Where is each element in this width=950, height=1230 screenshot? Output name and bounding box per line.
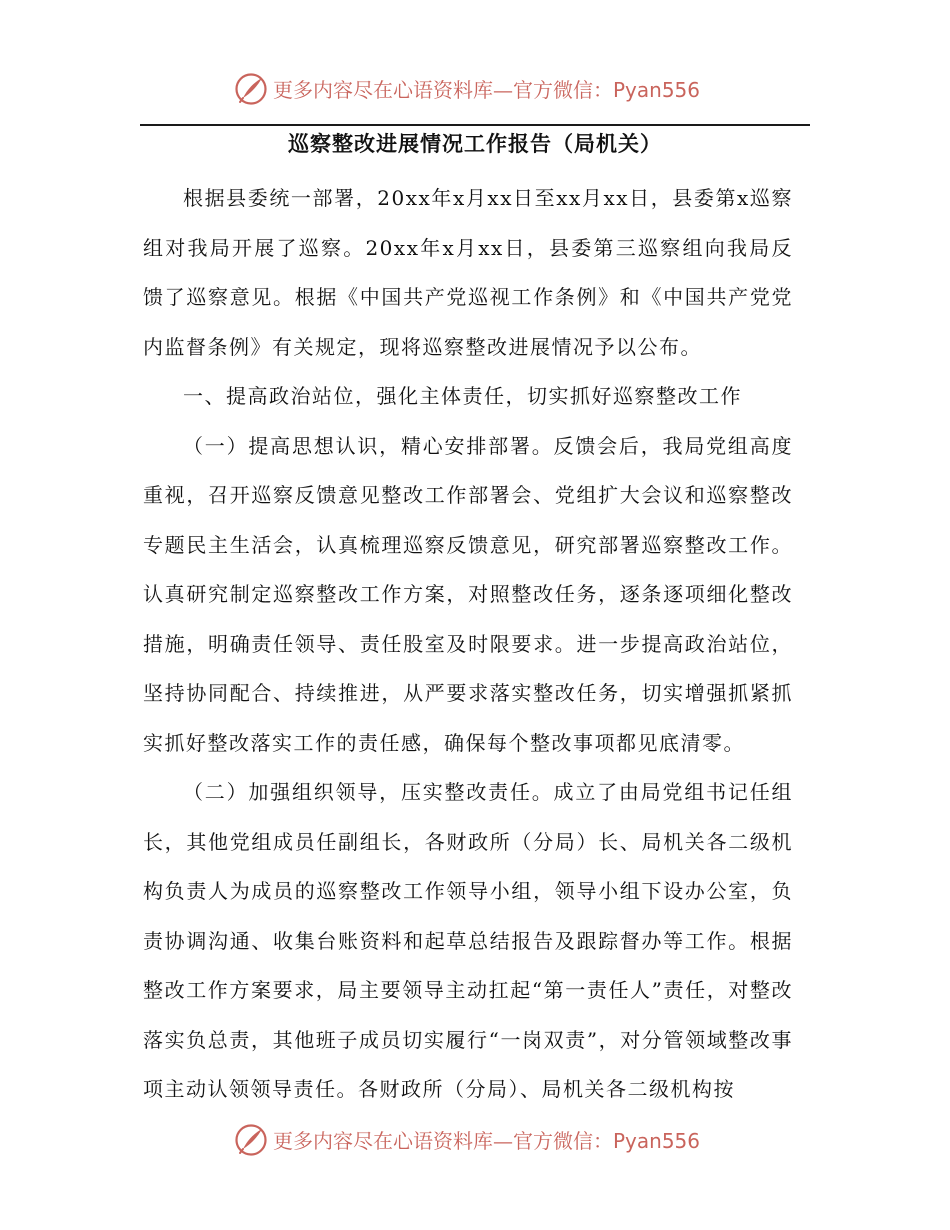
paragraph-subsection-1: （一）提高思想认识，精心安排部署。反馈会后，我局党组高度重视，召开巡察反馈意见整改工作部署会、党组扩大会议和巡察整改专题民主生活会，认真梳理巡察反馈意见，研究部署巡察整改工作。认真研究制定巡察整改工作方案，对照整改任务，逐条逐项细化整改措施，明确责任领导、责任股室及时限要求。进一步提高政治站位，坚持协同配合、持续推进，从严要求落实整改任务，切实增强抓紧抓实抓好整改落实工作的责任感，确保每个整改事项都见底清零。 bbox=[143, 433, 793, 755]
paragraph-intro: 根据县委统一部署，20xx年x月xx日至xx月xx日，县委第x巡察组对我局开展了巡察。20xx年x月xx日，县委第三巡察组向我局反馈了巡察意见。根据《中国共产党巡视工作条例》和《中国共产党党内监督条例》有关规定，现将巡察整改进展情况予以公布。 bbox=[143, 186, 793, 359]
quill-pen-logo-icon bbox=[234, 1123, 268, 1157]
footer-watermark-text bbox=[273, 1125, 700, 1157]
header-banner-text: 更多内容尽在心语资料库—官方微信： bbox=[273, 78, 613, 102]
paragraph-subsection-2: （二）加强组织领导，压实整改责任。成立了由局党组书记任组长，其他党组成员任副组长，各财政所（分局）长、局机关各二级机构负责人为成员的巡察整改工作领导小组，领导小组下设办公室，负责协调沟通、收集台账资料和起草总结报告及跟踪督办等工作。根据整改工作方案要求，局主要领导主动扛起“第一责任人”责任，对整改落实负总责，其他班子成员切实履行“一岗双责”，对分管领域整改事项主动认领领导责任。各财政所（分局）、局机关各二级机构按 bbox=[143, 780, 793, 1101]
footer-watermark-banner bbox=[0, 1121, 950, 1161]
section-heading-1: 一、提高政治站位，强化主体责任，切实抓好巡察整改工作 bbox=[183, 384, 742, 408]
document-body bbox=[143, 174, 793, 1115]
header-wechat-id: Pyan556 bbox=[613, 78, 701, 102]
quill-pen-logo-icon bbox=[234, 72, 268, 106]
footer-banner-text: 更多内容尽在心语资料库—官方微信： bbox=[273, 1129, 613, 1153]
header-watermark-banner bbox=[0, 70, 950, 110]
footer-wechat-id: Pyan556 bbox=[613, 1129, 701, 1153]
header-watermark-text bbox=[273, 74, 700, 106]
document-title: 巡察整改进展情况工作报告（局机关） bbox=[288, 131, 662, 156]
